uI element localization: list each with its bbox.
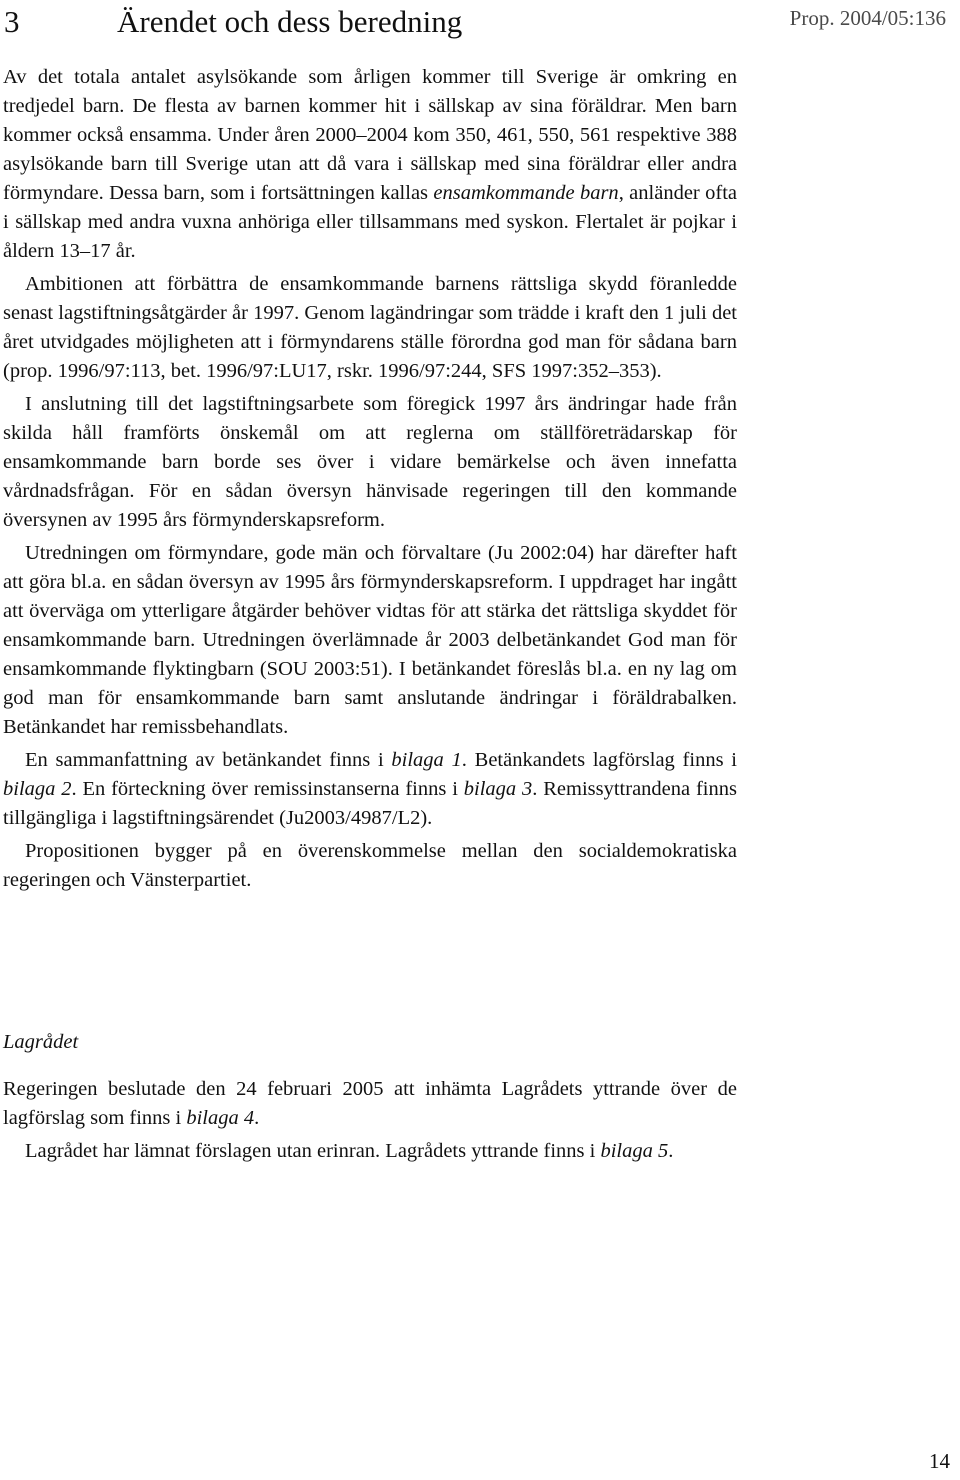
emphasis-ensamkommande-barn: ensamkommande barn [433,182,619,204]
proposition-reference: Prop. 2004/05:136 [789,6,946,30]
paragraph-5-text-b: . Betänkandets lagförslag finns i [461,749,737,771]
paragraph-5-text-d: . Remissyttrandena finns tillgängliga i lagstiftningsärendet (Ju2003/4987/L2). [3,778,737,829]
emphasis-bilaga-3: bilaga 3 [463,778,533,800]
chapter-body [3,63,737,895]
section-heading-lagradet: Lagrådet [3,1031,79,1053]
paragraph-1 [3,63,737,266]
emphasis-bilaga-4: bilaga 4 [186,1107,255,1129]
paragraph-1-tail: , anländer ofta i sällskap med andra vuxna anhöriga eller tillsammans med syskon. Flertalet är pojkar i åldern 13–17 år. [3,182,737,262]
paragraph-3: I anslutning till det lagstiftningsarbete som föregick 1997 års ändringar hade från skilda håll framförts önskemål om att reglerna om ställföreträdarskap för ensamkommande barn borde ses över i vidare bemärkelse och även innefatta vårdnadsfrågan. För en sådan översyn hänvisade regeringen till den kommande översynen av 1995 års förmynderskapsreform. [3,393,737,531]
paragraph-5 [3,746,737,833]
lagradet-paragraph-2-text: Lagrådet har lämnat förslagen utan erinran. Lagrådets yttrande finns i [25,1140,601,1162]
emphasis-bilaga-5: bilaga 5 [600,1140,669,1162]
chapter-number: 3 [4,4,20,39]
lagradet-paragraph-1 [3,1075,737,1133]
emphasis-bilaga-1: bilaga 1 [391,749,462,771]
lagradet-body [3,1075,737,1166]
paragraph-2: Ambitionen att förbättra de ensamkommande barnens rättsliga skydd föranledde senast lagstiftningsåtgärder år 1997. Genom lagändringar som trädde i kraft den 1 juli det året utvidgades möjligheten att i förmyndarens ställe förordna god man för sådana barn (prop. 1996/97:113, bet. 1996/97:LU17, rskr. 1996/97:244, SFS 1997:352–353). [3,273,737,382]
paragraph-5-text-a: En sammanfattning av betänkandet finns i [25,749,392,771]
emphasis-bilaga-2: bilaga 2 [3,778,72,800]
paragraph-1-text: Av det totala antalet asylsökande som årligen kommer till Sverige är omkring en tredjedel barn. De flesta av barnen kommer hit i sällskap av sina föräldrar. Men barn kommer också ensamma. Under åren 2000–2004 kom 350, 461, 550, 561 respektive 388 asylsökande barn till Sverige utan att då vara i sällskap med sina föräldrar eller andra förmyndare. Dessa barn, som i fortsättningen kallas [3,66,737,204]
lagradet-paragraph-1-text: Regeringen beslutade den 24 februari 2005 att inhämta Lagrådets yttrande över de lagförslag som finns i [3,1078,737,1129]
lagradet-paragraph-2-tail: . [668,1140,674,1162]
paragraph-5-text-c: . En förteckning över remissinstanserna finns i [71,778,464,800]
page-header [0,0,960,46]
paragraph-4: Utredningen om förmyndare, gode män och förvaltare (Ju 2002:04) har därefter haft att göra bl.a. en sådan översyn av 1995 års förmynderskapsreform. I uppdraget har ingått att överväga om ytterligare åtgärder behöver vidtas för att stärka det rättsliga skyddet för ensamkommande barn. Utredningen överlämnade år 2003 delbetänkandet God man för ensamkommande flyktingbarn (SOU 2003:51). I betänkandet föreslås bl.a. en ny lag om god man för ensamkommande barn samt anslutande ändringar i föräldrabalken. Betänkandet har remissbehandlats. [3,542,737,738]
lagradet-paragraph-1-tail: . [254,1107,260,1129]
page-number: 14 [929,1449,950,1473]
paragraph-6: Propositionen bygger på en överenskommelse mellan den socialdemokratiska regeringen och Vänsterpartiet. [3,840,737,891]
lagradet-paragraph-2 [3,1137,737,1166]
chapter-title: Ärendet och dess beredning [117,4,463,39]
